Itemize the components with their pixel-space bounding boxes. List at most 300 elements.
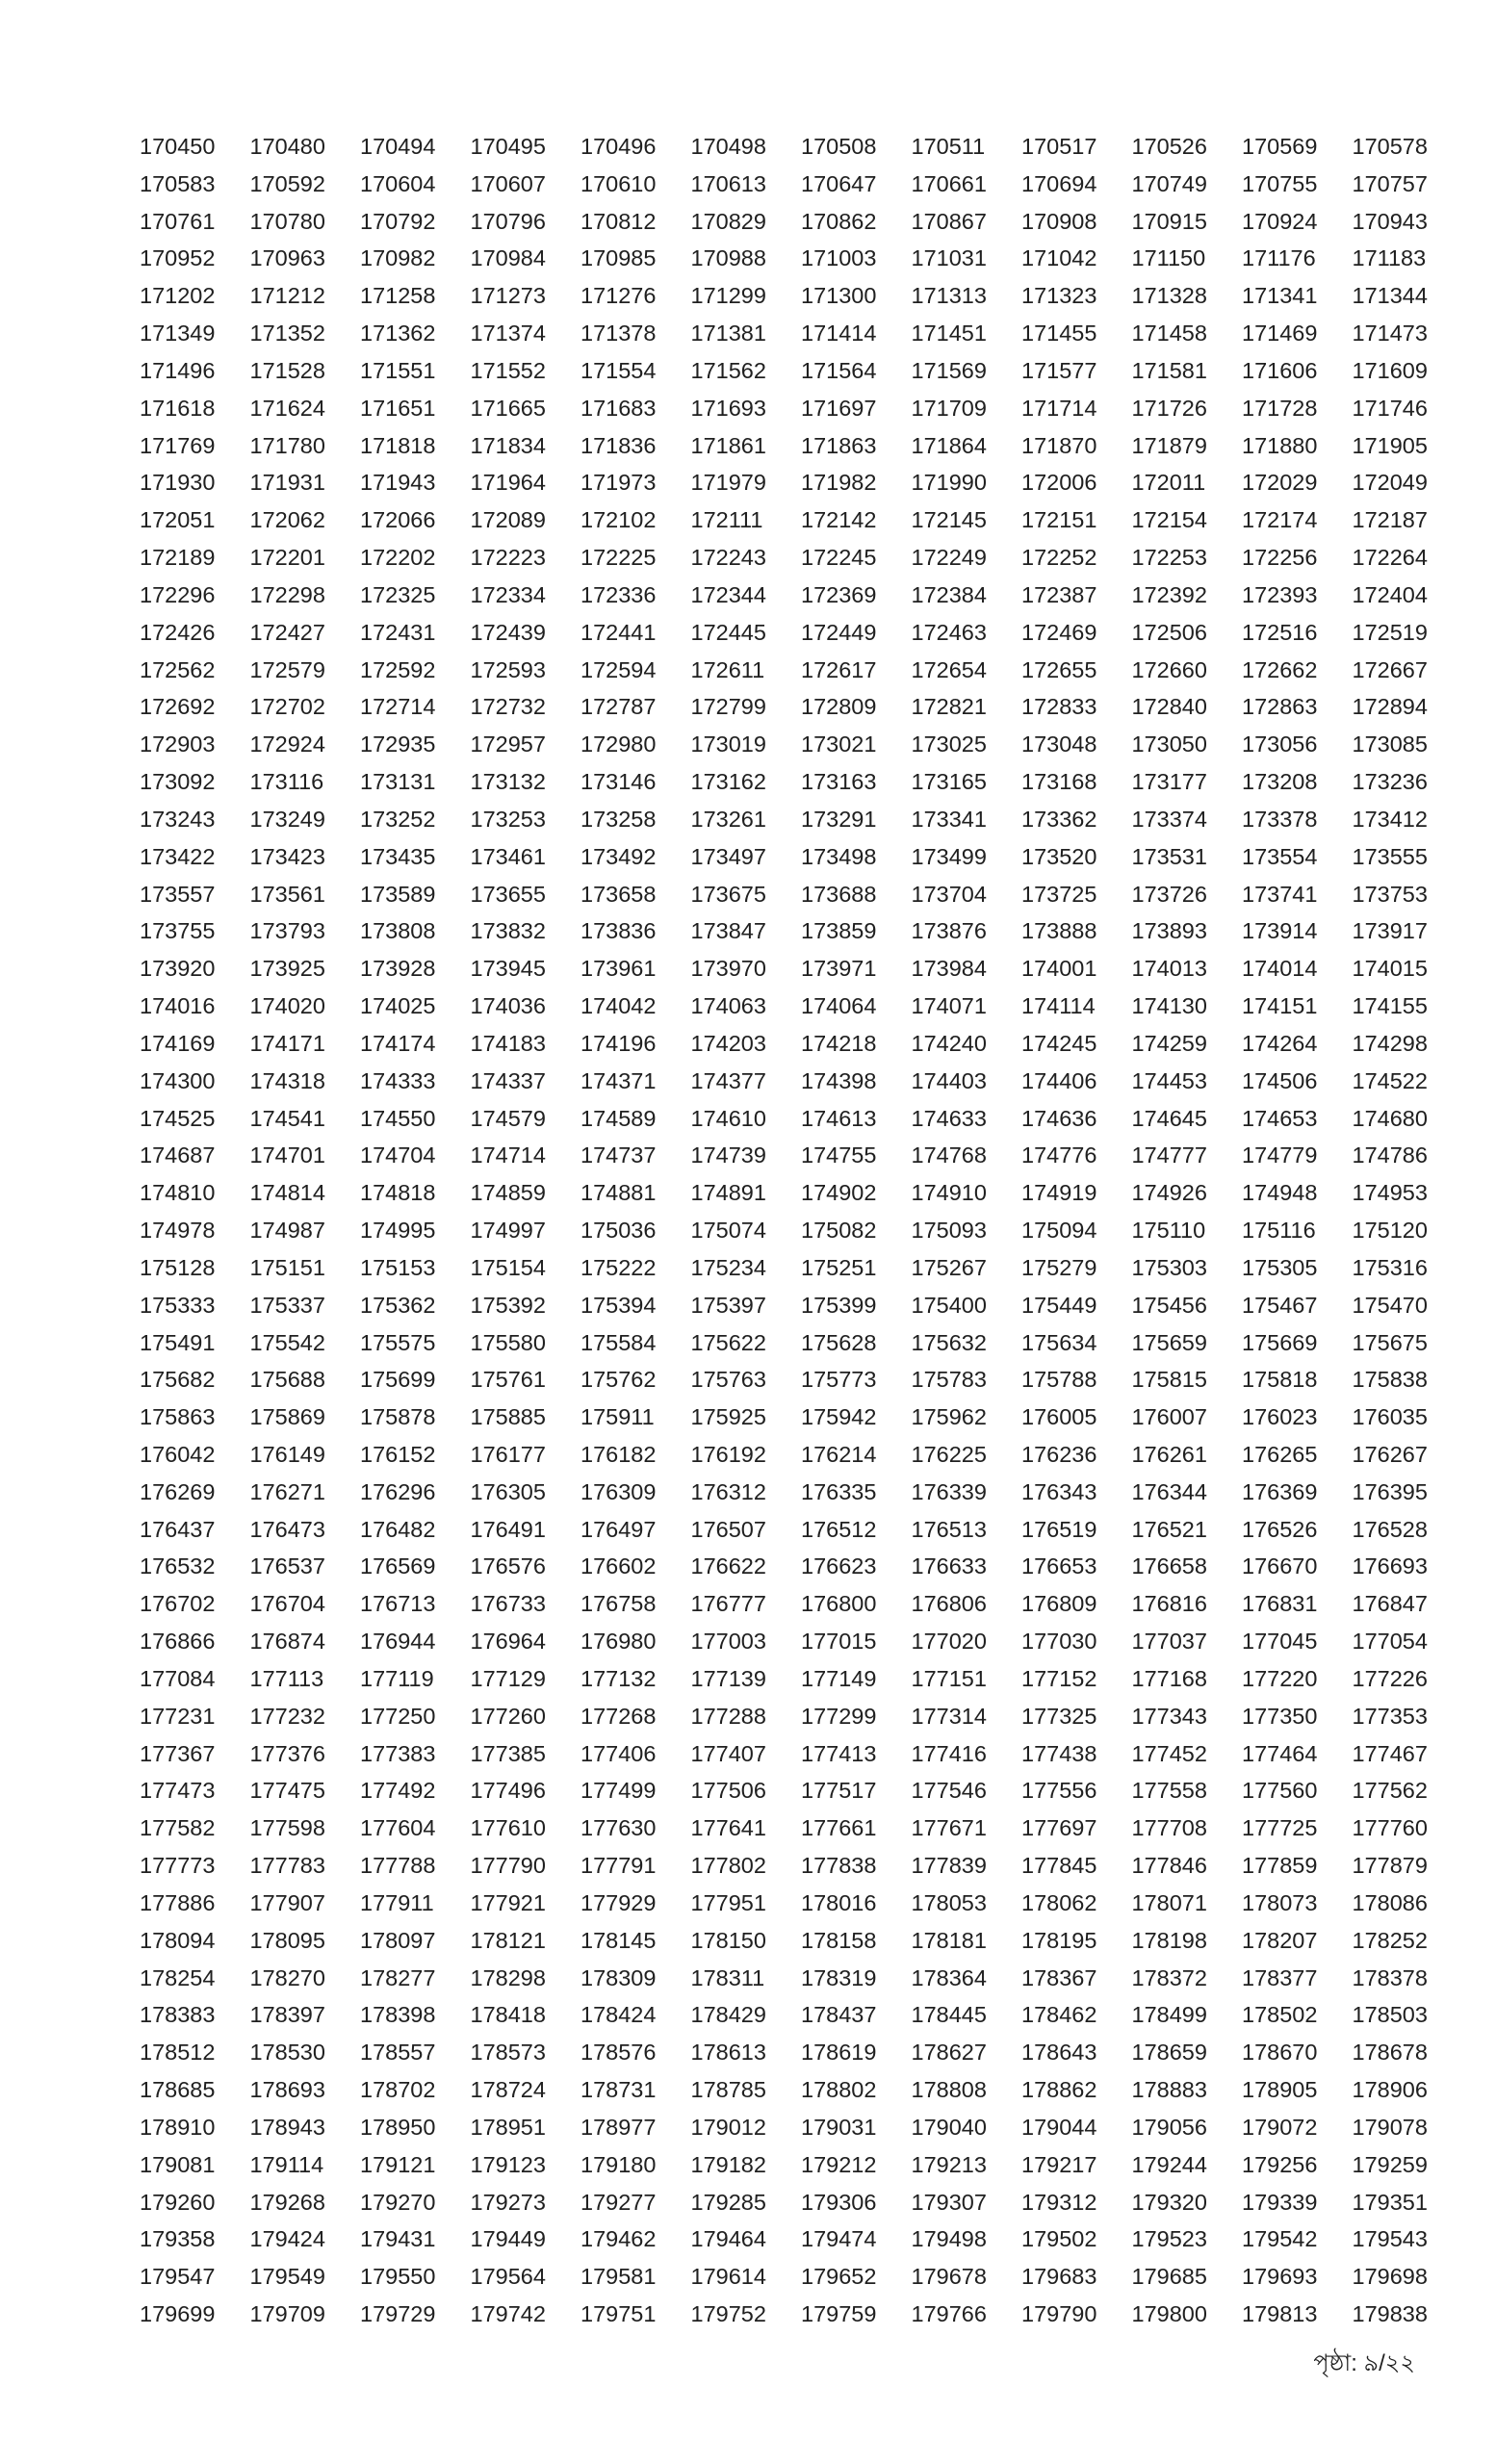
roll-number-cell: 175925 — [690, 1404, 766, 1430]
roll-number-cell: 173435 — [360, 843, 436, 869]
roll-number-cell: 175400 — [911, 1292, 987, 1318]
roll-number-cell: 175394 — [580, 1292, 657, 1318]
roll-number-cell: 174036 — [470, 993, 546, 1019]
roll-number-cell: 179449 — [470, 2226, 546, 2252]
roll-number-cell: 172863 — [1242, 694, 1318, 720]
roll-number-cell: 170985 — [580, 245, 657, 271]
roll-number-cell: 173755 — [140, 918, 216, 944]
roll-number-cell: 171183 — [1352, 245, 1427, 271]
roll-number-cell: 171709 — [911, 395, 987, 421]
roll-number-cell: 178372 — [1131, 1964, 1207, 1990]
roll-number-cell: 175397 — [690, 1292, 766, 1318]
roll-number-cell: 174579 — [470, 1105, 546, 1131]
roll-number-cell: 178377 — [1242, 1964, 1318, 1990]
roll-number-cell: 170755 — [1242, 170, 1318, 196]
roll-number-cell: 176847 — [1352, 1591, 1428, 1617]
roll-number-cell: 174891 — [690, 1180, 766, 1206]
roll-number-cell: 175942 — [801, 1404, 877, 1430]
roll-number-cell: 173832 — [470, 918, 546, 944]
roll-number-cell: 174755 — [801, 1142, 877, 1168]
roll-number-cell: 170812 — [580, 208, 657, 234]
roll-number-cell: 174589 — [580, 1105, 657, 1131]
roll-number-cell: 178862 — [1021, 2077, 1097, 2103]
roll-number-cell: 171931 — [249, 470, 325, 496]
roll-number-cell: 176569 — [360, 1553, 436, 1579]
roll-number-cell: 176831 — [1242, 1591, 1318, 1617]
roll-number-cell: 178950 — [360, 2114, 436, 2140]
roll-number-cell: 171943 — [360, 470, 436, 496]
roll-number-cell: 175074 — [690, 1218, 766, 1244]
roll-number-cell: 171665 — [470, 395, 546, 421]
page-number-label: পৃষ্ঠা: ৯/২২ — [1313, 2350, 1415, 2376]
roll-number-cell: 178095 — [249, 1927, 325, 1953]
roll-number-cell: 171496 — [140, 357, 216, 383]
roll-number-cell: 171577 — [1021, 357, 1097, 383]
roll-number-cell: 170495 — [470, 134, 546, 159]
roll-number-cell: 174987 — [249, 1218, 325, 1244]
roll-number-cell: 178252 — [1352, 1927, 1428, 1953]
roll-number-cell: 179217 — [1021, 2151, 1097, 2177]
roll-number-cell: 173021 — [801, 732, 877, 757]
roll-number-cell: 178910 — [140, 2114, 216, 2140]
roll-number-cell: 172392 — [1131, 581, 1207, 607]
roll-number-cell: 171313 — [911, 283, 987, 309]
roll-number-cell: 175333 — [140, 1292, 216, 1318]
roll-number-cell: 170792 — [360, 208, 436, 234]
roll-number-cell: 171979 — [690, 470, 766, 496]
roll-number-cell: 170952 — [140, 245, 216, 271]
roll-number-cell: 177846 — [1131, 1853, 1207, 1879]
roll-number-cell: 178731 — [580, 2077, 657, 2103]
roll-number-cell: 176513 — [911, 1516, 987, 1542]
roll-number-cell: 175392 — [470, 1292, 546, 1318]
roll-number-cell: 176758 — [580, 1591, 657, 1617]
roll-number-cell: 173168 — [1021, 769, 1097, 795]
roll-number-cell: 175279 — [1021, 1254, 1097, 1280]
roll-number-cell: 171202 — [140, 283, 216, 309]
roll-number-cell: 173928 — [360, 956, 436, 982]
roll-number-cell: 172592 — [360, 656, 436, 682]
roll-number-cell: 172439 — [470, 619, 546, 645]
roll-number-cell: 179614 — [690, 2264, 766, 2290]
roll-number-cell: 179752 — [690, 2301, 766, 2327]
roll-number-cell: 176236 — [1021, 1441, 1097, 1467]
roll-number-cell: 178462 — [1021, 2002, 1097, 2028]
roll-number-cell: 171834 — [470, 432, 546, 458]
roll-number-cell: 173253 — [470, 806, 546, 832]
roll-number-cell: 175632 — [911, 1329, 987, 1355]
roll-number-cell: 178619 — [801, 2040, 877, 2066]
roll-number-cell: 173165 — [911, 769, 987, 795]
roll-number-cell: 178424 — [580, 2002, 657, 2028]
roll-number-cell: 172029 — [1242, 470, 1318, 496]
roll-number-cell: 176777 — [690, 1591, 766, 1617]
roll-number-cell: 174151 — [1242, 993, 1318, 1019]
roll-number-cell: 171349 — [140, 321, 216, 346]
roll-number-cell: 178445 — [911, 2002, 987, 2028]
roll-number-cell: 176693 — [1352, 1553, 1428, 1579]
roll-number-cell: 179564 — [470, 2264, 546, 2290]
roll-number-cell: 171609 — [1352, 357, 1428, 383]
roll-number-cell: 171746 — [1352, 395, 1428, 421]
roll-number-cell: 171451 — [911, 321, 987, 346]
roll-number-cell: 172903 — [140, 732, 216, 757]
roll-number-cell: 172344 — [690, 581, 766, 607]
roll-number-cell: 174704 — [360, 1142, 436, 1168]
roll-number-cell: 174171 — [249, 1030, 325, 1056]
roll-number-cell: 170963 — [249, 245, 325, 271]
roll-number-cell: 173492 — [580, 843, 657, 869]
roll-number-cell: 177839 — [911, 1853, 987, 1879]
roll-number-cell: 179123 — [470, 2151, 546, 2177]
roll-number-cell: 177407 — [690, 1740, 766, 1766]
roll-number-cell: 170610 — [580, 170, 657, 196]
roll-number-cell: 173461 — [470, 843, 546, 869]
roll-number-cell: 179498 — [911, 2226, 987, 2252]
roll-number-cell: 179358 — [140, 2226, 216, 2252]
roll-number-cell: 178785 — [690, 2077, 766, 2103]
roll-number-cell: 171780 — [249, 432, 325, 458]
roll-number-cell: 176312 — [690, 1478, 766, 1504]
roll-number-cell: 172334 — [470, 581, 546, 607]
roll-number-cell: 174926 — [1131, 1180, 1207, 1206]
roll-number-cell: 176874 — [249, 1629, 325, 1655]
roll-number-cell: 172833 — [1021, 694, 1097, 720]
roll-number-cell: 173520 — [1021, 843, 1097, 869]
roll-number-cell: 172516 — [1242, 619, 1318, 645]
roll-number-cell: 172427 — [249, 619, 325, 645]
roll-number-cell: 179698 — [1352, 2264, 1428, 2290]
roll-number-cell: 174653 — [1242, 1105, 1318, 1131]
roll-number-cell: 171328 — [1131, 283, 1207, 309]
roll-number-cell: 174063 — [690, 993, 766, 1019]
roll-number-cell: 173920 — [140, 956, 216, 982]
roll-number-cell: 179268 — [249, 2189, 325, 2215]
roll-number-cell: 176532 — [140, 1553, 216, 1579]
roll-number-cell: 171299 — [690, 283, 766, 309]
roll-number-cell: 170757 — [1352, 170, 1428, 196]
roll-number-cell: 179766 — [911, 2301, 987, 2327]
roll-number-cell: 173554 — [1242, 843, 1318, 869]
roll-number-cell: 178977 — [580, 2114, 657, 2140]
roll-number-cell: 176296 — [360, 1478, 436, 1504]
roll-number-cell: 177250 — [360, 1703, 436, 1729]
roll-number-cell: 179678 — [911, 2264, 987, 2290]
roll-number-cell: 171258 — [360, 283, 436, 309]
roll-number-cell: 172051 — [140, 507, 216, 533]
roll-number-cell: 175762 — [580, 1367, 657, 1393]
roll-number-cell: 170494 — [360, 134, 436, 159]
roll-number-cell: 176369 — [1242, 1478, 1318, 1504]
page-footer — [1313, 2345, 1415, 2383]
roll-number-cell: 177030 — [1021, 1629, 1097, 1655]
roll-number-cell: 173971 — [801, 956, 877, 982]
roll-number-cell: 176344 — [1131, 1478, 1207, 1504]
roll-number-cell: 172225 — [580, 545, 657, 571]
roll-number-cell: 177773 — [140, 1853, 216, 1879]
roll-number-cell: 177139 — [690, 1665, 766, 1691]
roll-number-cell: 176309 — [580, 1478, 657, 1504]
roll-number-cell: 178613 — [690, 2040, 766, 2066]
roll-number-cell: 179244 — [1131, 2151, 1207, 2177]
roll-number-cell: 178198 — [1131, 1927, 1207, 1953]
roll-number-cell: 171473 — [1352, 321, 1428, 346]
roll-number-cell: 173236 — [1352, 769, 1428, 795]
roll-number-cell: 178702 — [360, 2077, 436, 2103]
roll-number-cell: 179543 — [1352, 2226, 1428, 2252]
roll-number-cell: 172809 — [801, 694, 877, 720]
roll-number-cell: 179260 — [140, 2189, 216, 2215]
roll-number-cell: 172154 — [1131, 507, 1207, 533]
roll-number-cell: 177226 — [1352, 1665, 1428, 1691]
roll-number-cell: 170943 — [1352, 208, 1428, 234]
roll-number-cell: 178693 — [249, 2077, 325, 2103]
roll-number-cell: 176214 — [801, 1441, 877, 1467]
roll-number-cell: 178502 — [1242, 2002, 1318, 2028]
roll-number-cell: 174737 — [580, 1142, 657, 1168]
roll-number-cell: 179502 — [1021, 2226, 1097, 2252]
roll-number-cell: 175467 — [1242, 1292, 1318, 1318]
roll-number-cell: 171836 — [580, 432, 657, 458]
roll-number-cell: 175788 — [1021, 1367, 1097, 1393]
roll-number-cell: 176622 — [690, 1553, 766, 1579]
roll-number-cell: 172174 — [1242, 507, 1318, 533]
roll-number-cell: 173836 — [580, 918, 657, 944]
roll-number-cell: 171861 — [690, 432, 766, 458]
roll-number-cell: 174779 — [1242, 1142, 1318, 1168]
roll-number-cell: 177604 — [360, 1815, 436, 1841]
roll-number-cell: 175456 — [1131, 1292, 1207, 1318]
roll-number-cell: 178418 — [470, 2002, 546, 2028]
roll-number-cell: 172840 — [1131, 694, 1207, 720]
roll-number-cell: 175151 — [249, 1254, 325, 1280]
roll-number-cell: 177149 — [801, 1665, 877, 1691]
roll-number-cell: 177802 — [690, 1853, 766, 1879]
roll-number-cell: 177045 — [1242, 1629, 1318, 1655]
roll-number-cell: 176866 — [140, 1629, 216, 1655]
roll-number-cell: 172441 — [580, 619, 657, 645]
roll-number-cell: 179813 — [1242, 2301, 1318, 2327]
roll-number-cell: 171378 — [580, 321, 657, 346]
roll-number-cell: 179040 — [911, 2114, 987, 2140]
roll-number-cell: 171554 — [580, 357, 657, 383]
roll-number-cell: 174015 — [1352, 956, 1428, 982]
roll-number-cell: 175251 — [801, 1254, 877, 1280]
roll-number-cell: 171300 — [801, 283, 877, 309]
roll-number-cell: 171714 — [1021, 395, 1097, 421]
roll-number-cell: 173917 — [1352, 918, 1428, 944]
roll-number-cell: 177496 — [470, 1778, 546, 1804]
roll-number-cell: 174859 — [470, 1180, 546, 1206]
roll-number-cell: 177268 — [580, 1703, 657, 1729]
roll-number-cell: 174948 — [1242, 1180, 1318, 1206]
roll-number-cell: 172692 — [140, 694, 216, 720]
roll-number-cell: 173341 — [911, 806, 987, 832]
roll-number-cell: 175699 — [360, 1367, 436, 1393]
roll-number-cell: 179339 — [1242, 2189, 1318, 2215]
roll-number-cell: 177661 — [801, 1815, 877, 1841]
roll-number-cell: 174001 — [1021, 956, 1097, 982]
roll-number-cell: 172384 — [911, 581, 987, 607]
roll-number-cell: 179072 — [1242, 2114, 1318, 2140]
roll-number-cell: 170578 — [1352, 134, 1428, 159]
roll-number-cell: 176713 — [360, 1591, 436, 1617]
roll-number-cell: 171930 — [140, 470, 216, 496]
roll-number-cell: 175628 — [801, 1329, 877, 1355]
roll-number-cell: 176702 — [140, 1591, 216, 1617]
roll-number-cell: 175222 — [580, 1254, 657, 1280]
roll-number-cell: 172187 — [1352, 507, 1428, 533]
roll-number-cell: 177929 — [580, 1889, 657, 1915]
roll-number-cell: 173726 — [1131, 881, 1207, 907]
roll-number-cell: 172336 — [580, 581, 657, 607]
roll-number-cell: 178053 — [911, 1889, 987, 1915]
roll-number-cell: 174169 — [140, 1030, 216, 1056]
roll-number-cell: 173378 — [1242, 806, 1318, 832]
roll-number-cell: 174300 — [140, 1067, 216, 1093]
roll-number-cell: 176670 — [1242, 1553, 1318, 1579]
roll-number-cell: 179031 — [801, 2114, 877, 2140]
roll-number-cell: 174333 — [360, 1067, 436, 1093]
roll-number-cell: 178670 — [1242, 2040, 1318, 2066]
roll-number-cell: 175622 — [690, 1329, 766, 1355]
roll-number-cell: 171273 — [470, 283, 546, 309]
roll-number-cell: 171728 — [1242, 395, 1318, 421]
roll-number-cell: 178364 — [911, 1964, 987, 1990]
roll-number-cell: 178158 — [801, 1927, 877, 1953]
roll-number-cell: 172469 — [1021, 619, 1097, 645]
roll-number-cell: 175305 — [1242, 1254, 1318, 1280]
roll-number-cell: 174398 — [801, 1067, 877, 1093]
roll-number-cell: 173557 — [140, 881, 216, 907]
roll-number-cell: 177506 — [690, 1778, 766, 1804]
roll-number-cell: 173116 — [249, 769, 324, 795]
roll-number-cell: 177220 — [1242, 1665, 1318, 1691]
roll-number-cell: 175878 — [360, 1404, 436, 1430]
roll-number-cell: 175688 — [249, 1367, 325, 1393]
roll-number-cell: 172445 — [690, 619, 766, 645]
roll-number-cell: 174218 — [801, 1030, 877, 1056]
roll-number-cell: 179012 — [690, 2114, 766, 2140]
roll-number-cell: 171581 — [1131, 357, 1207, 383]
roll-number-cell: 177113 — [249, 1665, 324, 1691]
roll-number-cell: 175303 — [1131, 1254, 1207, 1280]
roll-number-cell: 176395 — [1352, 1478, 1428, 1504]
roll-number-cell: 176521 — [1131, 1516, 1207, 1542]
roll-number-cell: 177475 — [249, 1778, 325, 1804]
roll-number-cell: 176271 — [249, 1478, 325, 1504]
roll-number-cell: 178943 — [249, 2114, 325, 2140]
roll-number-cell: 175153 — [360, 1254, 436, 1280]
roll-number-cell: 173793 — [249, 918, 325, 944]
roll-number-cell: 175869 — [249, 1404, 325, 1430]
roll-number-cell: 178659 — [1131, 2040, 1207, 2066]
roll-number-cell: 174406 — [1021, 1067, 1097, 1093]
roll-number-cell: 176005 — [1021, 1404, 1097, 1430]
roll-number-cell: 172593 — [470, 656, 546, 682]
roll-number-cell: 177288 — [690, 1703, 766, 1729]
roll-number-cell: 175763 — [690, 1367, 766, 1393]
roll-number-cell: 174818 — [360, 1180, 436, 1206]
roll-number-cell: 171564 — [801, 357, 877, 383]
roll-number-cell: 175634 — [1021, 1329, 1097, 1355]
roll-number-cell: 172667 — [1352, 656, 1428, 682]
roll-number-cell: 175093 — [911, 1218, 987, 1244]
roll-number-cell: 173847 — [690, 918, 766, 944]
roll-number-cell: 176152 — [360, 1441, 436, 1467]
roll-number-cell: 175682 — [140, 1367, 216, 1393]
roll-number-cell: 174155 — [1352, 993, 1428, 1019]
roll-number-cell: 177783 — [249, 1853, 325, 1879]
roll-number-cell: 176265 — [1242, 1441, 1318, 1467]
roll-number-cell: 178808 — [911, 2077, 987, 2103]
roll-number-cell: 172062 — [249, 507, 325, 533]
roll-number-cell: 172980 — [580, 732, 657, 757]
roll-number-cell: 171212 — [249, 283, 325, 309]
roll-number-cell: 179213 — [911, 2151, 987, 2177]
roll-number-cell: 178097 — [360, 1927, 436, 1953]
roll-number-cell: 177859 — [1242, 1853, 1318, 1879]
roll-number-cell: 178530 — [249, 2040, 325, 2066]
roll-number-cell: 174680 — [1352, 1105, 1428, 1131]
roll-number-cell: 175818 — [1242, 1367, 1318, 1393]
roll-number-cell: 179121 — [360, 2151, 436, 2177]
roll-number-cell: 177152 — [1021, 1665, 1097, 1691]
roll-number-cell: 177517 — [801, 1778, 877, 1804]
roll-number-cell: 175316 — [1352, 1254, 1428, 1280]
roll-number-cell: 174995 — [360, 1218, 436, 1244]
roll-number-cell: 179277 — [580, 2189, 657, 2215]
roll-number-cell: 177119 — [360, 1665, 434, 1691]
roll-number-cell: 175580 — [470, 1329, 546, 1355]
roll-number-cell: 173859 — [801, 918, 877, 944]
roll-number-cell: 177385 — [470, 1740, 546, 1766]
roll-number-cell: 173498 — [801, 843, 877, 869]
roll-number-cell: 171150 — [1131, 245, 1206, 271]
roll-number-cell: 178437 — [801, 2002, 877, 2028]
roll-number-cell: 174183 — [470, 1030, 546, 1056]
roll-number-cell: 179693 — [1242, 2264, 1318, 2290]
roll-number-cell: 171879 — [1131, 432, 1207, 458]
roll-number-cell: 178309 — [580, 1964, 657, 1990]
roll-number-cell: 171990 — [911, 470, 987, 496]
roll-number-cell: 174506 — [1242, 1067, 1318, 1093]
roll-number-cell: 172654 — [911, 656, 987, 682]
roll-number-cell: 177413 — [801, 1740, 877, 1766]
roll-number-cell: 172245 — [801, 545, 877, 571]
roll-number-cell: 177725 — [1242, 1815, 1318, 1841]
roll-number-cell: 177314 — [911, 1703, 987, 1729]
roll-number-cell: 177886 — [140, 1889, 216, 1915]
roll-number-cell: 170450 — [140, 134, 216, 159]
roll-number-cell: 173753 — [1352, 881, 1428, 907]
roll-number-cell: 171381 — [690, 321, 766, 346]
roll-number-cell: 170915 — [1131, 208, 1207, 234]
roll-number-cell: 173888 — [1021, 918, 1097, 944]
roll-number-cell: 175110 — [1131, 1218, 1206, 1244]
roll-number-cell: 179547 — [140, 2264, 216, 2290]
roll-number-cell: 176816 — [1131, 1591, 1207, 1617]
roll-number-cell: 177325 — [1021, 1703, 1097, 1729]
roll-number-cell: 179259 — [1352, 2151, 1428, 2177]
roll-number-cell: 178378 — [1352, 1964, 1428, 1990]
roll-number-cell: 175783 — [911, 1367, 987, 1393]
roll-number-cell: 176512 — [801, 1516, 877, 1542]
roll-number-cell: 172202 — [360, 545, 436, 571]
roll-number-cell: 174814 — [249, 1180, 325, 1206]
roll-number-cell: 171864 — [911, 432, 987, 458]
roll-number-cell: 176576 — [470, 1553, 546, 1579]
